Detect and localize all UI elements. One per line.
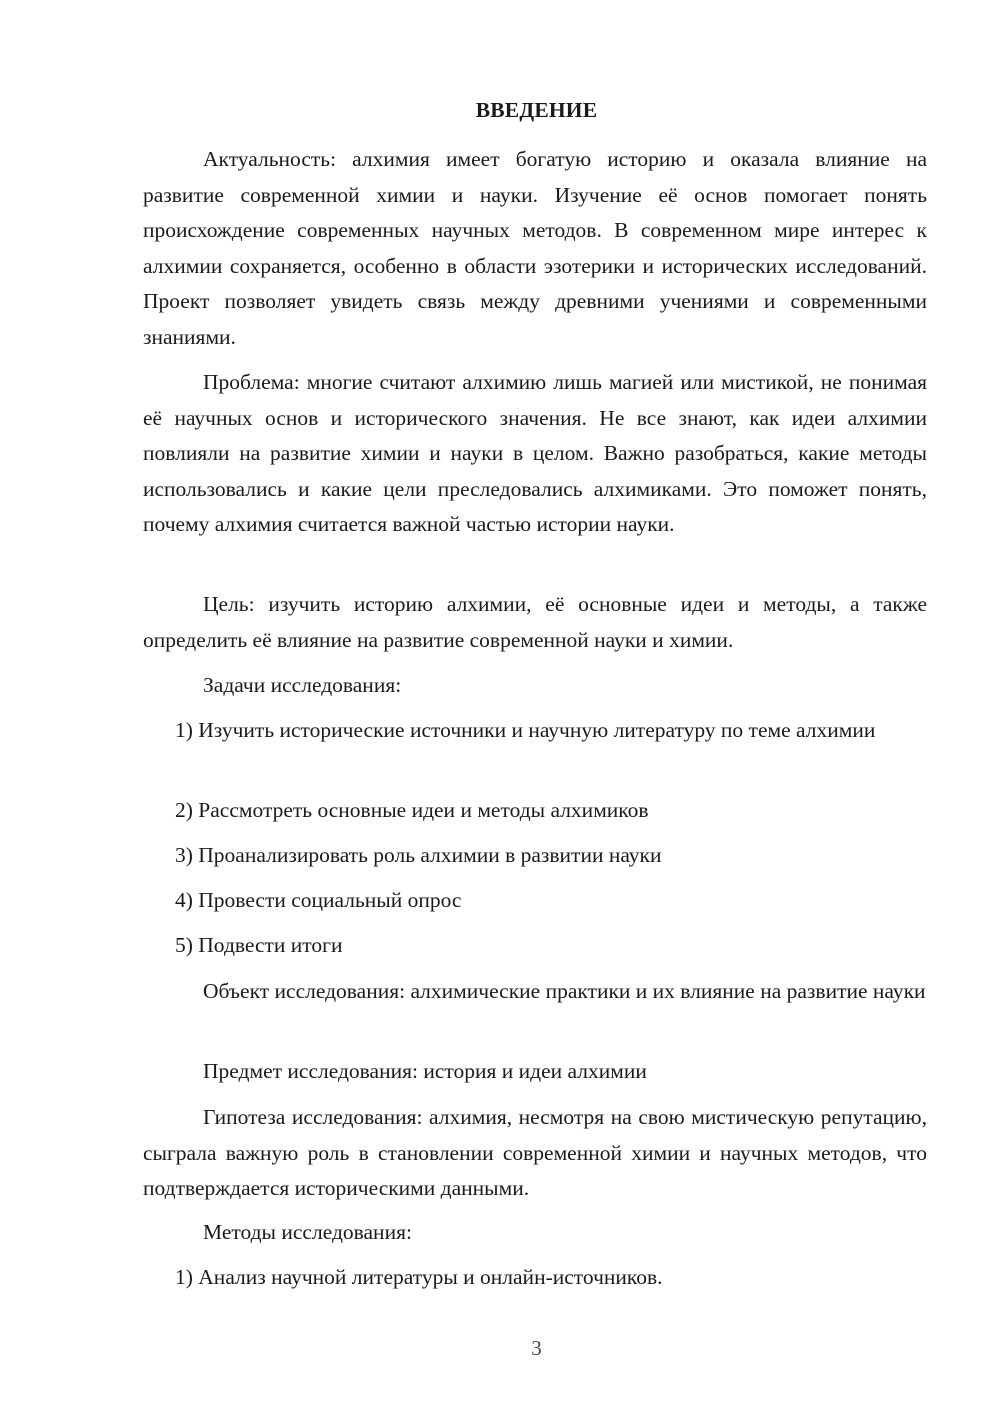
methods-heading: Методы исследования: bbox=[203, 1220, 412, 1244]
task-item: 3) Проанализировать роль алхимии в развитии науки bbox=[175, 843, 662, 867]
subject-paragraph: Предмет исследования: история и идеи алхимии bbox=[203, 1059, 647, 1083]
hypothesis-paragraph: Гипотеза исследования: алхимия, несмотря на свою мистическую репутацию, сыграла важную роль в становлении современной химии и научных методов, что подтверждается историческими данными. bbox=[143, 1105, 927, 1200]
task-item: 4) Провести социальный опрос bbox=[175, 888, 462, 912]
object-paragraph: Объект исследования: алхимические практики и их влияние на развитие науки bbox=[203, 979, 926, 1003]
method-item: 1) Анализ научной литературы и онлайн-источников. bbox=[175, 1265, 663, 1289]
page-number: 3 bbox=[531, 1336, 542, 1360]
page-title: ВВЕДЕНИЕ bbox=[475, 98, 598, 122]
problem-paragraph: Проблема: многие считают алхимию лишь магией или мистикой, не понимая её научных основ и исторического значения. Не все знают, как идеи алхимии повлияли на развитие химии и науки в целом. Важно разобраться, какие методы использовались и какие цели преследовались алхимиками. Это поможет понять, почему алхимия считается важной частью истории науки. bbox=[143, 370, 927, 536]
task-item: 1) Изучить исторические источники и научную литературу по теме алхимии bbox=[175, 718, 876, 742]
task-item: 5) Подвести итоги bbox=[175, 933, 343, 957]
task-item: 2) Рассмотреть основные идеи и методы алхимиков bbox=[175, 798, 649, 822]
goal-paragraph: Цель: изучить историю алхимии, её основные идеи и методы, а также определить её влияние на развитие современной науки и химии. bbox=[143, 592, 927, 652]
relevance-paragraph: Актуальность: алхимия имеет богатую историю и оказала влияние на развитие современной химии и науки. Изучение её основ помогает понять происхождение современных научных методов. В современном мире интерес к алхимии сохраняется, особенно в области эзотерики и исторических исследований. Проект позволяет увидеть связь между древними учениями и современными знаниями. bbox=[143, 147, 927, 349]
tasks-heading: Задачи исследования: bbox=[203, 673, 402, 697]
